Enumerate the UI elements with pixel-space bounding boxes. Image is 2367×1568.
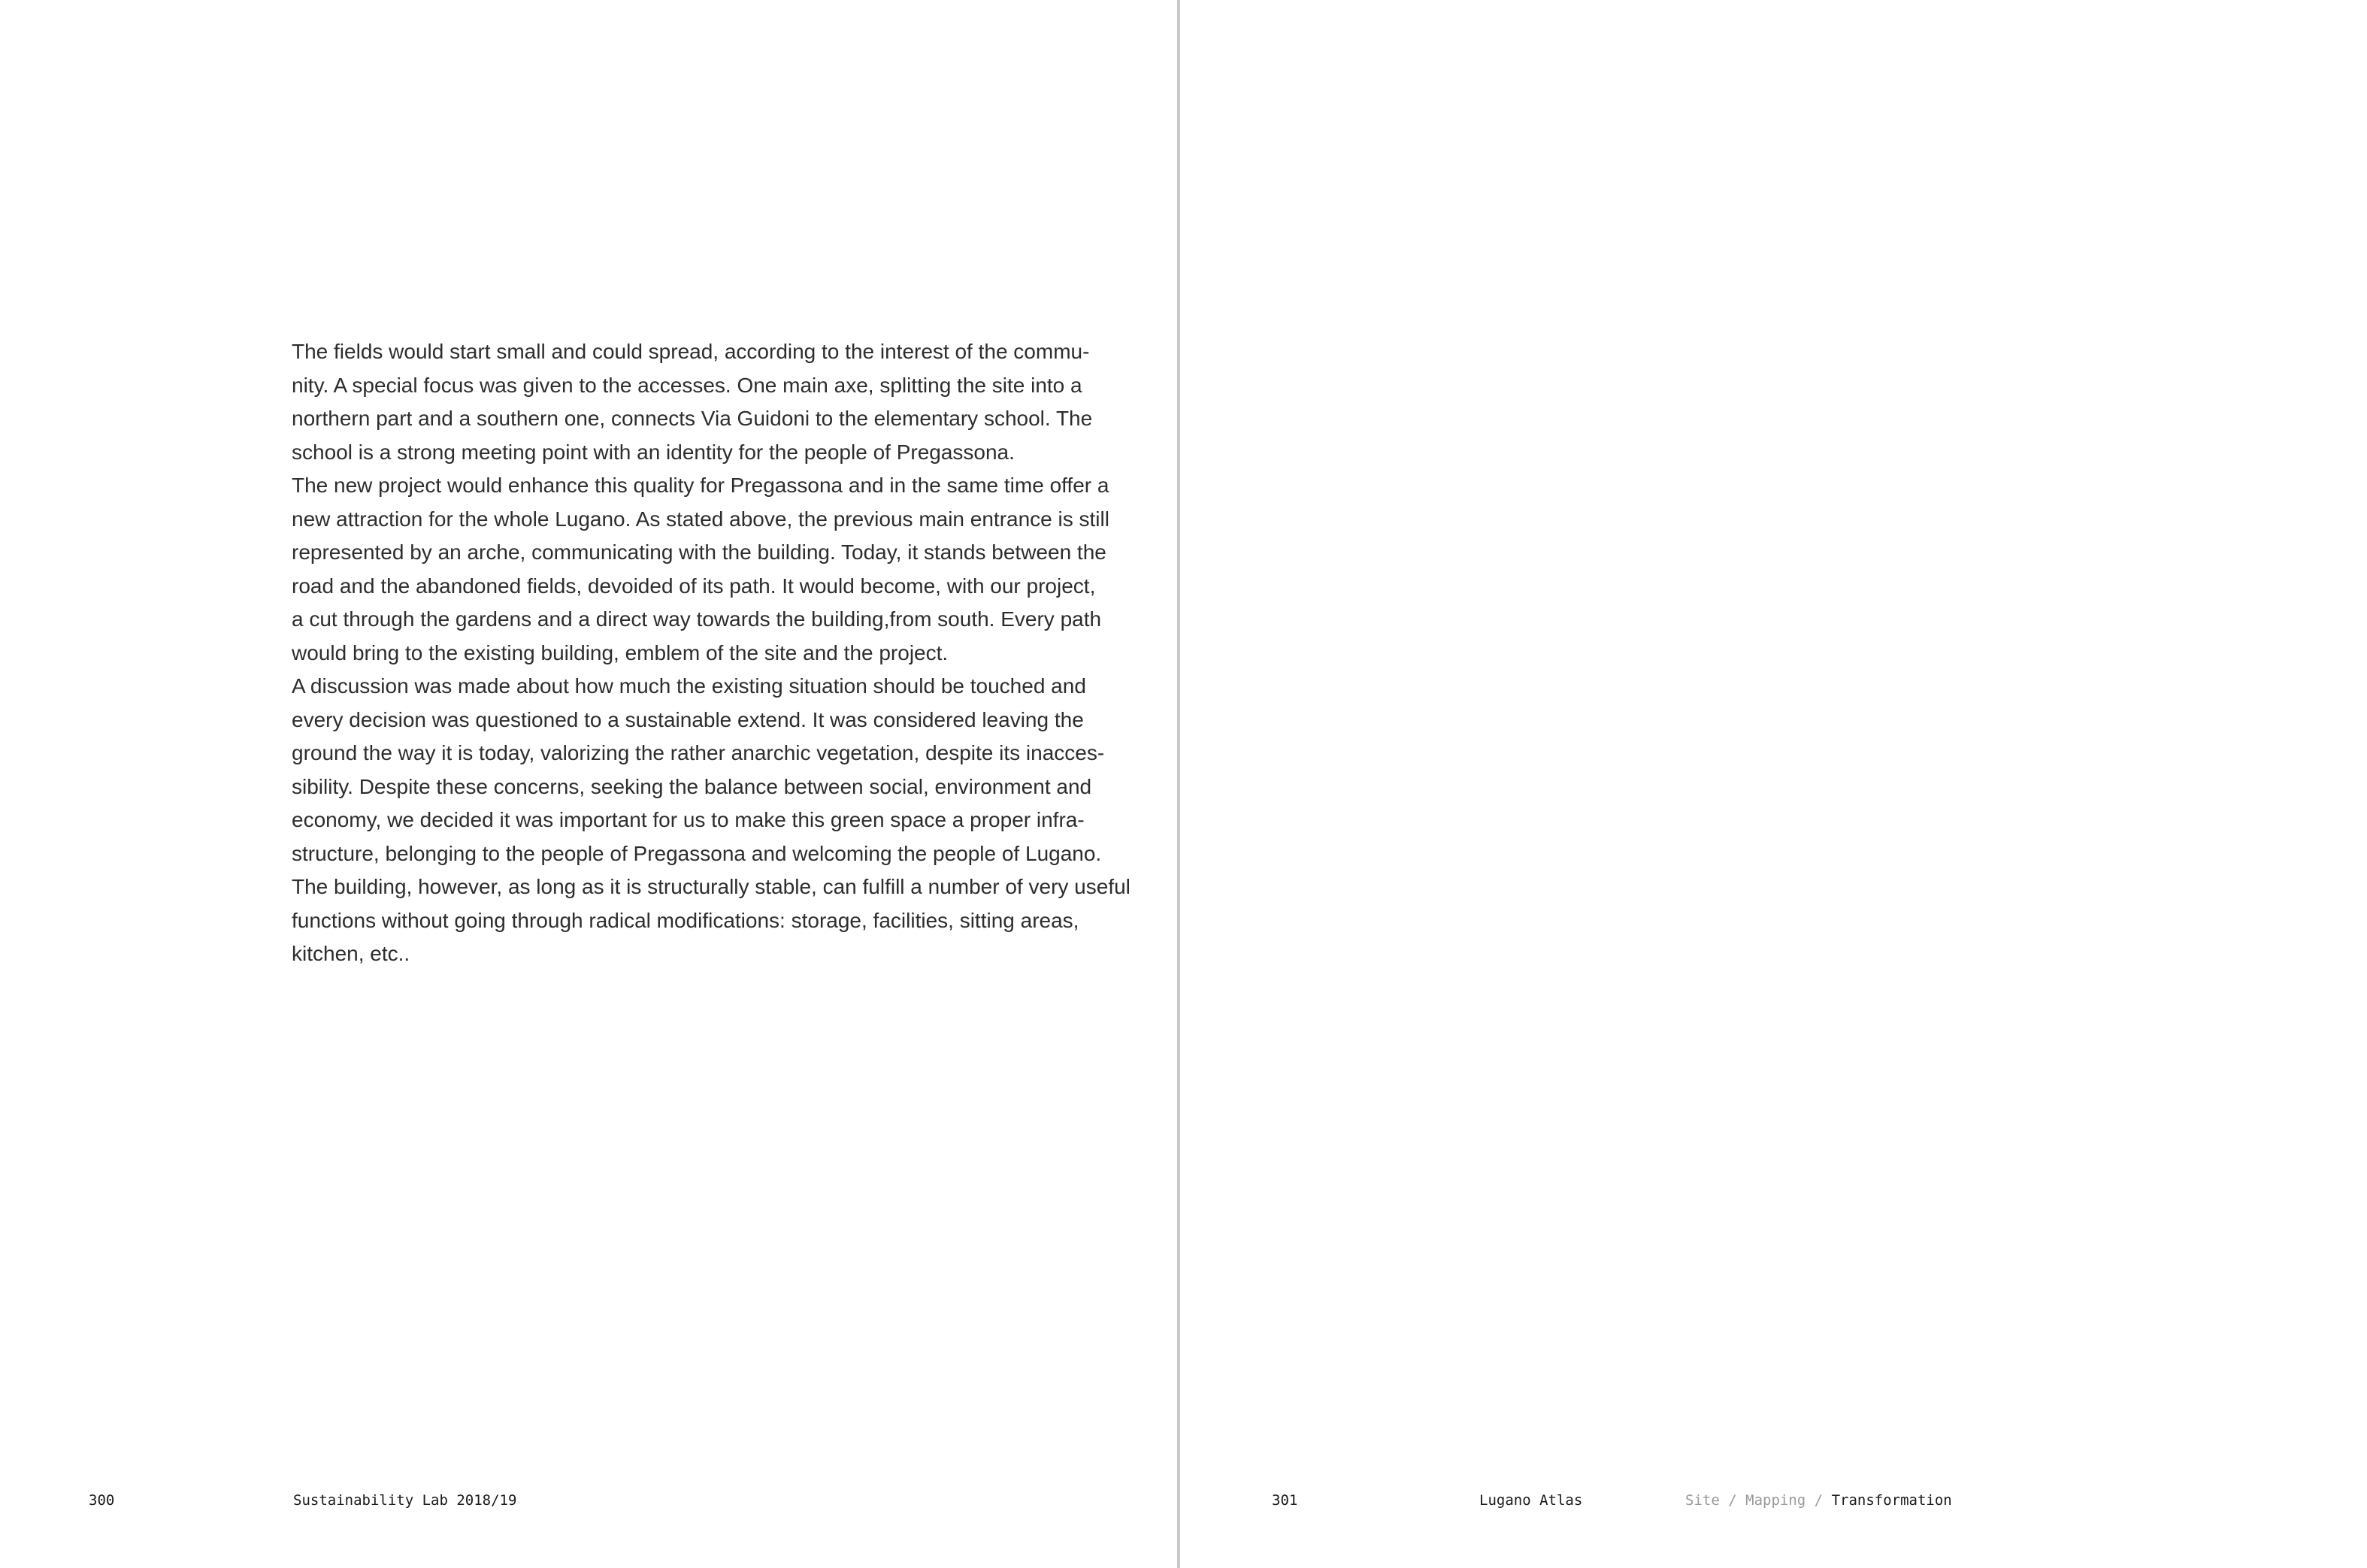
footer-publication-right: Lugano Atlas — [1479, 1492, 1583, 1509]
page-number-right: 301 — [1272, 1492, 1298, 1509]
paragraph-line: economy, we decided it was important for us to make this green space a proper infra- — [292, 808, 1085, 831]
paragraph-line: structure, belonging to the people of Pregassona and welcoming the people of Lugano. — [292, 841, 1102, 865]
paragraph-line: every decision was questioned to a sustainable extend. It was considered leaving the — [292, 707, 1084, 731]
paragraph-line: northern part and a southern one, connects Via Guidoni to the elementary school. The — [292, 407, 1093, 430]
breadcrumb-item-site: Site — [1685, 1492, 1720, 1509]
footer-publication-left: Sustainability Lab 2018/19 — [293, 1492, 517, 1509]
right-page — [1180, 0, 2367, 1568]
paragraph-line: represented by an arche, communicating with the building. Today, it stands between the — [292, 540, 1106, 564]
paragraph-line: The fields would start small and could spread, according to the interest of the commu- — [292, 340, 1090, 363]
page-number-left: 300 — [89, 1492, 115, 1509]
breadcrumb-separator: / — [1814, 1492, 1824, 1509]
paragraph-line: ground the way it is today, valorizing the rather anarchic vegetation, despite its inacces- — [292, 741, 1105, 764]
paragraph-line: new attraction for the whole Lugano. As stated above, the previous main entrance is still — [292, 507, 1109, 531]
paragraph-line: school is a strong meeting point with an identity for the people of Pregassona. — [292, 440, 1015, 464]
paragraph-line: nity. A special focus was given to the accesses. One main axe, splitting the site into a — [292, 373, 1082, 397]
paragraph-line: A discussion was made about how much the existing situation should be touched and — [292, 674, 1086, 698]
paragraph-line: a cut through the gardens and a direct way towards the building,from south. Every path — [292, 607, 1102, 631]
paragraph-line: sibility. Despite these concerns, seeking the balance between social, environment and — [292, 774, 1092, 798]
paragraph-line: would bring to the existing building, emblem of the site and the project. — [292, 640, 949, 664]
body-paragraph — [292, 335, 1131, 971]
left-page — [0, 0, 1177, 1568]
breadcrumb-item-mapping: Mapping — [1745, 1492, 1806, 1509]
breadcrumb-separator: / — [1728, 1492, 1737, 1509]
paragraph-line: The building, however, as long as it is structurally stable, can fulfill a number of very useful — [292, 875, 1131, 898]
paragraph-line: The new project would enhance this quality for Pregassona and in the same time offer a — [292, 474, 1109, 497]
breadcrumb-current-transformation: Transformation — [1831, 1492, 1952, 1509]
paragraph-line: functions without going through radical modifications: storage, facilities, sitting areas, — [292, 908, 1079, 932]
paragraph-line: kitchen, etc.. — [292, 942, 410, 965]
paragraph-line: road and the abandoned fields, devoided of its path. It would become, with our project, — [292, 574, 1096, 598]
breadcrumb — [1685, 1491, 1952, 1509]
